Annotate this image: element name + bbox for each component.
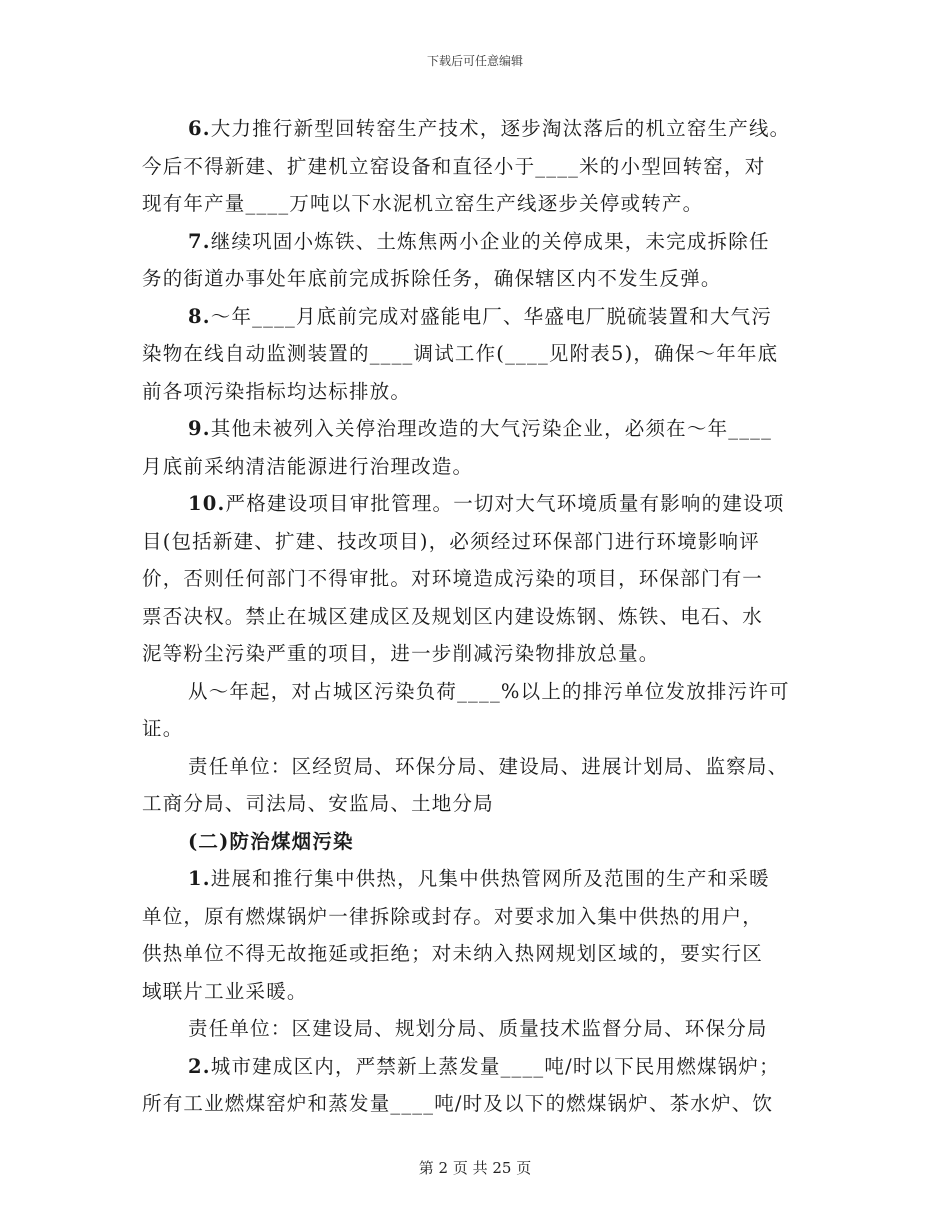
text-line <box>142 598 810 636</box>
line-text: 工商分局、司法局、安监局、土地分局 <box>142 792 494 815</box>
line-text: 务的街道办事处年底前完成拆除任务，确保辖区内不发生反弹。 <box>142 267 722 290</box>
section-heading <box>142 823 810 861</box>
line-text: ～年____月底前完成对盛能电厂、华盛电厂脱硫装置和大气污 <box>210 304 773 328</box>
line-text: 从～年起，对占城区污染负荷____%以上的排污单位发放排污许可 <box>188 679 790 703</box>
page-header: 下载后可任意编辑 <box>426 54 523 68</box>
text-line <box>142 110 810 148</box>
text-line <box>142 973 810 1011</box>
line-text: 城市建成区内，严禁新上蒸发量____吨/时以下民用燃煤锅炉； <box>210 1054 780 1078</box>
text-line <box>142 1085 810 1123</box>
text-line <box>142 223 810 261</box>
line-text: 现有年产量____万吨以下水泥机立窑生产线逐步关停或转产。 <box>142 192 704 215</box>
line-text: 目(包括新建、扩建、技改项目)，必须经过环保部门进行环境影响评 <box>142 529 760 553</box>
text-line <box>142 673 810 711</box>
line-text: 责任单位：区经贸局、环保分局、建设局、进展计划局、监察局、 <box>188 754 789 778</box>
text-line <box>142 148 810 186</box>
line-text: 责任单位：区建设局、规划分局、质量技术监督分局、环保分局 <box>188 1017 768 1040</box>
line-text: 供热单位不得无故拖延或拒绝；对未纳入热网规划区域的，要实行区 <box>142 942 764 965</box>
text-line <box>142 935 810 973</box>
item-number: 9. <box>188 417 211 440</box>
text-line <box>142 448 810 486</box>
line-text: 继续巩固小炼铁、土炼焦两小企业的关停成果，未完成拆除任 <box>210 229 770 253</box>
text-line <box>142 335 810 373</box>
line-text: 域联片工业采暖。 <box>142 979 308 1003</box>
text-line <box>142 485 810 523</box>
line-text: 月底前采纳清洁能源进行治理改造。 <box>142 454 474 478</box>
text-line <box>142 260 810 298</box>
item-number: 6. <box>188 117 211 140</box>
text-line <box>142 635 810 673</box>
line-text: 票否决权。禁止在城区建成区及规划区内建设炼钢、炼铁、电石、水 <box>142 604 764 628</box>
text-line <box>142 523 810 561</box>
text-line <box>142 185 810 223</box>
line-text: 所有工业燃煤窑炉和蒸发量____吨/时及以下的燃煤锅炉、茶水炉、饮 <box>142 1092 774 1115</box>
text-line <box>142 373 810 411</box>
text-line <box>142 860 810 898</box>
item-number: 8. <box>188 304 211 328</box>
line-text: 其他未被列入关停治理改造的大气污染企业，必须在～年____ <box>210 417 773 440</box>
line-text: 大力推行新型回转窑生产技术，逐步淘汰落后的机立窑生产线。 <box>210 117 791 140</box>
document-body <box>142 110 810 1123</box>
text-line <box>142 1010 810 1048</box>
text-line <box>142 298 810 336</box>
line-text: 泥等粉尘污染严重的项目，进一步削减污染物排放总量。 <box>142 642 660 665</box>
text-line <box>142 410 810 448</box>
text-line <box>142 898 810 936</box>
line-text: 进展和推行集中供热，凡集中供热管网所及范围的生产和采暖 <box>210 867 770 890</box>
text-line <box>142 785 810 823</box>
page-footer: 第 2 页 共 25 页 <box>418 1159 532 1177</box>
line-text: (二)防治煤烟污染 <box>188 829 354 853</box>
line-text: 前各项污染指标均达标排放。 <box>142 379 412 403</box>
line-text: 染物在线自动监测装置的____调试工作(____见附表5)，确保～年年底 <box>142 342 779 365</box>
text-line <box>142 1048 810 1086</box>
text-line <box>142 748 810 786</box>
item-number: 2. <box>188 1054 211 1078</box>
line-text: 价，否则任何部门不得审批。对环境造成污染的项目，环保部门有一 <box>142 567 764 590</box>
line-text: 严格建设项目审批管理。一切对大气环境质量有影响的建设项 <box>225 492 785 515</box>
text-line <box>142 560 810 598</box>
line-text: 证。 <box>142 717 184 740</box>
item-number: 1. <box>188 867 211 890</box>
item-number: 7. <box>188 229 211 253</box>
item-number: 10. <box>188 492 226 515</box>
line-text: 今后不得新建、扩建机立窑设备和直径小于____米的小型回转窑，对 <box>142 154 766 178</box>
line-text: 单位，原有燃煤锅炉一律拆除或封存。对要求加入集中供热的用户， <box>142 904 764 928</box>
text-line <box>142 710 810 748</box>
